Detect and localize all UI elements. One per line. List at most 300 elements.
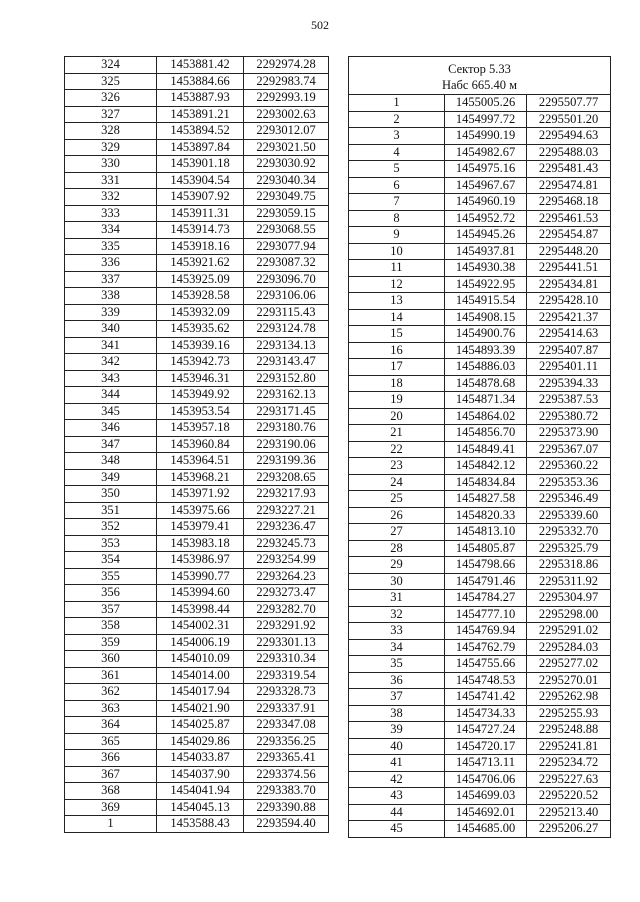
point-number-cell: 328 — [65, 123, 157, 140]
point-number-cell: 327 — [65, 106, 157, 123]
coord-y-cell: 2295284.03 — [527, 639, 611, 656]
coord-y-cell: 2295332.70 — [527, 524, 611, 541]
coord-y-cell: 2293143.47 — [244, 354, 329, 371]
table-row — [65, 469, 329, 486]
point-number-cell: 35 — [349, 656, 445, 673]
point-number-cell: 332 — [65, 189, 157, 206]
point-number-cell: 28 — [349, 540, 445, 557]
point-number-cell: 347 — [65, 436, 157, 453]
table-row — [349, 738, 611, 755]
sector-header-row — [349, 57, 611, 95]
coord-x-cell: 1454755.66 — [445, 656, 527, 673]
point-number-cell: 22 — [349, 441, 445, 458]
coord-x-cell: 1453901.18 — [157, 156, 244, 173]
coord-y-cell: 2293106.06 — [244, 288, 329, 305]
coord-y-cell: 2295213.40 — [527, 804, 611, 821]
coord-x-cell: 1453588.43 — [157, 816, 244, 833]
point-number-cell: 8 — [349, 210, 445, 227]
coord-y-cell: 2293152.80 — [244, 370, 329, 387]
coord-x-cell: 1453968.21 — [157, 469, 244, 486]
point-number-cell: 30 — [349, 573, 445, 590]
coord-y-cell: 2293162.13 — [244, 387, 329, 404]
table-row — [65, 205, 329, 222]
table-row — [65, 733, 329, 750]
point-number-cell: 367 — [65, 766, 157, 783]
coord-y-cell: 2295501.20 — [527, 111, 611, 128]
point-number-cell: 336 — [65, 255, 157, 272]
table-row — [349, 260, 611, 277]
table-row — [65, 799, 329, 816]
coord-y-cell: 2293291.92 — [244, 618, 329, 635]
point-number-cell: 330 — [65, 156, 157, 173]
coordinates-table-right-body — [349, 57, 611, 838]
point-number-cell: 364 — [65, 717, 157, 734]
point-number-cell: 368 — [65, 783, 157, 800]
coord-y-cell: 2295434.81 — [527, 276, 611, 293]
coord-y-cell: 2295255.93 — [527, 705, 611, 722]
coord-x-cell: 1454699.03 — [445, 788, 527, 805]
point-number-cell: 346 — [65, 420, 157, 437]
coord-x-cell: 1454842.12 — [445, 458, 527, 475]
table-row — [65, 717, 329, 734]
coord-x-cell: 1453935.62 — [157, 321, 244, 338]
table-row — [65, 90, 329, 107]
table-row — [65, 651, 329, 668]
table-row — [349, 689, 611, 706]
coord-y-cell: 2295234.72 — [527, 755, 611, 772]
table-row — [65, 585, 329, 602]
coord-x-cell: 1453949.92 — [157, 387, 244, 404]
coord-y-cell: 2295339.60 — [527, 507, 611, 524]
point-number-cell: 331 — [65, 172, 157, 189]
coord-y-cell: 2295360.22 — [527, 458, 611, 475]
point-number-cell: 40 — [349, 738, 445, 755]
point-number-cell: 18 — [349, 375, 445, 392]
coord-x-cell: 1454762.79 — [445, 639, 527, 656]
coord-y-cell: 2295454.87 — [527, 227, 611, 244]
point-number-cell: 349 — [65, 469, 157, 486]
coord-y-cell: 2293077.94 — [244, 238, 329, 255]
table-row — [349, 771, 611, 788]
point-number-cell: 325 — [65, 73, 157, 90]
coord-y-cell: 2293002.63 — [244, 106, 329, 123]
coord-y-cell: 2293217.93 — [244, 486, 329, 503]
table-row — [349, 194, 611, 211]
point-number-cell: 44 — [349, 804, 445, 821]
coord-x-cell: 1453884.66 — [157, 73, 244, 90]
table-row — [349, 573, 611, 590]
table-row — [349, 623, 611, 640]
point-number-cell: 343 — [65, 370, 157, 387]
coord-y-cell: 2295346.49 — [527, 491, 611, 508]
point-number-cell: 350 — [65, 486, 157, 503]
coord-y-cell: 2293021.50 — [244, 139, 329, 156]
table-row — [349, 705, 611, 722]
point-number-cell: 15 — [349, 326, 445, 343]
coord-x-cell: 1454706.06 — [445, 771, 527, 788]
point-number-cell: 39 — [349, 722, 445, 739]
coord-x-cell: 1454886.03 — [445, 359, 527, 376]
table-row — [349, 392, 611, 409]
coord-y-cell: 2295401.11 — [527, 359, 611, 376]
point-number-cell: 31 — [349, 590, 445, 607]
point-number-cell: 354 — [65, 552, 157, 569]
table-row — [349, 342, 611, 359]
coord-x-cell: 1453998.44 — [157, 601, 244, 618]
table-row — [65, 502, 329, 519]
point-number-cell: 33 — [349, 623, 445, 640]
coord-y-cell: 2293390.88 — [244, 799, 329, 816]
point-number-cell: 38 — [349, 705, 445, 722]
table-row — [349, 441, 611, 458]
coord-y-cell: 2293180.76 — [244, 420, 329, 437]
coord-x-cell: 1453957.18 — [157, 420, 244, 437]
point-number-cell: 19 — [349, 392, 445, 409]
coord-x-cell: 1453911.31 — [157, 205, 244, 222]
point-number-cell: 16 — [349, 342, 445, 359]
coord-x-cell: 1453918.16 — [157, 238, 244, 255]
point-number-cell: 12 — [349, 276, 445, 293]
coord-x-cell: 1454041.94 — [157, 783, 244, 800]
coord-x-cell: 1454856.70 — [445, 425, 527, 442]
table-row — [349, 276, 611, 293]
table-row — [65, 816, 329, 833]
point-number-cell: 10 — [349, 243, 445, 260]
table-row — [65, 568, 329, 585]
coord-x-cell: 1454900.76 — [445, 326, 527, 343]
coord-x-cell: 1453925.09 — [157, 271, 244, 288]
point-number-cell: 366 — [65, 750, 157, 767]
coord-y-cell: 2292983.74 — [244, 73, 329, 90]
coordinates-table-right — [348, 56, 611, 838]
table-row — [349, 144, 611, 161]
coord-x-cell: 1454769.94 — [445, 623, 527, 640]
point-number-cell: 339 — [65, 304, 157, 321]
point-number-cell: 17 — [349, 359, 445, 376]
point-number-cell: 369 — [65, 799, 157, 816]
coord-y-cell: 2293030.92 — [244, 156, 329, 173]
table-row — [65, 139, 329, 156]
point-number-cell: 42 — [349, 771, 445, 788]
coord-y-cell: 2295468.18 — [527, 194, 611, 211]
table-row — [65, 222, 329, 239]
coord-y-cell: 2293337.91 — [244, 700, 329, 717]
coord-y-cell: 2293254.99 — [244, 552, 329, 569]
coord-y-cell: 2293374.56 — [244, 766, 329, 783]
point-number-cell: 6 — [349, 177, 445, 194]
coord-x-cell: 1454734.33 — [445, 705, 527, 722]
point-number-cell: 356 — [65, 585, 157, 602]
point-number-cell: 329 — [65, 139, 157, 156]
coord-x-cell: 1454878.68 — [445, 375, 527, 392]
table-row — [349, 458, 611, 475]
coord-x-cell: 1453891.21 — [157, 106, 244, 123]
coord-x-cell: 1453990.77 — [157, 568, 244, 585]
coord-y-cell: 2293096.70 — [244, 271, 329, 288]
table-row — [65, 403, 329, 420]
coord-y-cell: 2295474.81 — [527, 177, 611, 194]
coord-x-cell: 1453939.16 — [157, 337, 244, 354]
point-number-cell: 344 — [65, 387, 157, 404]
coord-y-cell: 2293208.65 — [244, 469, 329, 486]
coord-x-cell: 1454692.01 — [445, 804, 527, 821]
point-number-cell: 5 — [349, 161, 445, 178]
table-row — [349, 639, 611, 656]
point-number-cell: 348 — [65, 453, 157, 470]
coord-x-cell: 1453975.66 — [157, 502, 244, 519]
table-row — [65, 766, 329, 783]
coord-x-cell: 1454864.02 — [445, 408, 527, 425]
table-row — [349, 210, 611, 227]
point-number-cell: 352 — [65, 519, 157, 536]
coord-y-cell: 2295220.52 — [527, 788, 611, 805]
coord-y-cell: 2293273.47 — [244, 585, 329, 602]
coord-y-cell: 2295227.63 — [527, 771, 611, 788]
table-row — [349, 177, 611, 194]
point-number-cell: 4 — [349, 144, 445, 161]
coord-x-cell: 1454982.67 — [445, 144, 527, 161]
table-row — [349, 111, 611, 128]
coord-y-cell: 2293115.43 — [244, 304, 329, 321]
coord-y-cell: 2293227.21 — [244, 502, 329, 519]
table-row — [349, 540, 611, 557]
coord-y-cell: 2293245.73 — [244, 535, 329, 552]
coord-x-cell: 1454017.94 — [157, 684, 244, 701]
coord-x-cell: 1453994.60 — [157, 585, 244, 602]
point-number-cell: 13 — [349, 293, 445, 310]
coord-y-cell: 2292993.19 — [244, 90, 329, 107]
coord-y-cell: 2295325.79 — [527, 540, 611, 557]
coord-x-cell: 1454975.16 — [445, 161, 527, 178]
coord-y-cell: 2293134.13 — [244, 337, 329, 354]
table-row — [349, 606, 611, 623]
table-row — [349, 326, 611, 343]
page-number: 502 — [311, 18, 329, 32]
coord-x-cell: 1454006.19 — [157, 634, 244, 651]
coord-x-cell: 1453921.62 — [157, 255, 244, 272]
coord-x-cell: 1454997.72 — [445, 111, 527, 128]
coord-y-cell: 2293319.54 — [244, 667, 329, 684]
point-number-cell: 29 — [349, 557, 445, 574]
table-row — [65, 684, 329, 701]
coord-y-cell: 2295441.51 — [527, 260, 611, 277]
table-row — [65, 667, 329, 684]
coord-y-cell: 2293264.23 — [244, 568, 329, 585]
point-number-cell: 326 — [65, 90, 157, 107]
point-number-cell: 357 — [65, 601, 157, 618]
table-row — [65, 156, 329, 173]
coord-y-cell: 2293594.40 — [244, 816, 329, 833]
point-number-cell: 345 — [65, 403, 157, 420]
coord-x-cell: 1454748.53 — [445, 672, 527, 689]
coord-x-cell: 1454685.00 — [445, 821, 527, 838]
point-number-cell: 362 — [65, 684, 157, 701]
coord-y-cell: 2295414.63 — [527, 326, 611, 343]
coord-x-cell: 1454952.72 — [445, 210, 527, 227]
table-row — [349, 161, 611, 178]
coord-x-cell: 1454827.58 — [445, 491, 527, 508]
coord-x-cell: 1454713.11 — [445, 755, 527, 772]
table-row — [349, 590, 611, 607]
coord-x-cell: 1454720.17 — [445, 738, 527, 755]
coord-x-cell: 1454010.09 — [157, 651, 244, 668]
table-row — [349, 788, 611, 805]
coord-y-cell: 2293124.78 — [244, 321, 329, 338]
coord-y-cell: 2295206.27 — [527, 821, 611, 838]
coord-y-cell: 2295421.37 — [527, 309, 611, 326]
point-number-cell: 36 — [349, 672, 445, 689]
coord-x-cell: 1454033.87 — [157, 750, 244, 767]
coord-x-cell: 1453881.42 — [157, 57, 244, 74]
coord-y-cell: 2295304.97 — [527, 590, 611, 607]
coord-y-cell: 2293087.32 — [244, 255, 329, 272]
coord-y-cell: 2295387.53 — [527, 392, 611, 409]
sector-header-cell — [349, 57, 611, 95]
coord-y-cell: 2293365.41 — [244, 750, 329, 767]
table-row — [65, 783, 329, 800]
table-row — [65, 337, 329, 354]
coord-x-cell: 1454791.46 — [445, 573, 527, 590]
point-number-cell: 365 — [65, 733, 157, 750]
table-row — [349, 425, 611, 442]
coord-x-cell: 1454002.31 — [157, 618, 244, 635]
coord-y-cell: 2295394.33 — [527, 375, 611, 392]
coord-x-cell: 1453960.84 — [157, 436, 244, 453]
coord-y-cell: 2295373.90 — [527, 425, 611, 442]
table-row — [65, 271, 329, 288]
coord-x-cell: 1455005.26 — [445, 95, 527, 112]
point-number-cell: 23 — [349, 458, 445, 475]
table-row — [65, 618, 329, 635]
coord-y-cell: 2293383.70 — [244, 783, 329, 800]
point-number-cell: 27 — [349, 524, 445, 541]
table-row — [349, 557, 611, 574]
table-row — [65, 255, 329, 272]
coord-y-cell: 2295481.43 — [527, 161, 611, 178]
coord-y-cell: 2295428.10 — [527, 293, 611, 310]
point-number-cell: 37 — [349, 689, 445, 706]
point-number-cell: 2 — [349, 111, 445, 128]
coord-x-cell: 1454945.26 — [445, 227, 527, 244]
point-number-cell: 351 — [65, 502, 157, 519]
point-number-cell: 7 — [349, 194, 445, 211]
point-number-cell: 34 — [349, 639, 445, 656]
table-row — [349, 672, 611, 689]
point-number-cell: 25 — [349, 491, 445, 508]
sector-title: Сектор 5.33 — [448, 61, 511, 76]
coord-y-cell: 2295262.98 — [527, 689, 611, 706]
coord-x-cell: 1454849.41 — [445, 441, 527, 458]
coord-x-cell: 1453946.31 — [157, 370, 244, 387]
coord-y-cell: 2293301.13 — [244, 634, 329, 651]
table-row — [65, 453, 329, 470]
point-number-cell: 337 — [65, 271, 157, 288]
coord-y-cell: 2293199.36 — [244, 453, 329, 470]
coord-x-cell: 1453986.97 — [157, 552, 244, 569]
point-number-cell: 1 — [65, 816, 157, 833]
coord-x-cell: 1454727.24 — [445, 722, 527, 739]
table-row — [65, 601, 329, 618]
table-row — [65, 304, 329, 321]
point-number-cell: 341 — [65, 337, 157, 354]
coord-x-cell: 1454871.34 — [445, 392, 527, 409]
point-number-cell: 353 — [65, 535, 157, 552]
point-number-cell: 21 — [349, 425, 445, 442]
coord-y-cell: 2295507.77 — [527, 95, 611, 112]
coord-x-cell: 1454893.39 — [445, 342, 527, 359]
coord-x-cell: 1453907.92 — [157, 189, 244, 206]
coord-x-cell: 1454021.90 — [157, 700, 244, 717]
table-row — [65, 486, 329, 503]
table-row — [65, 106, 329, 123]
table-row — [349, 408, 611, 425]
coord-x-cell: 1454777.10 — [445, 606, 527, 623]
coord-x-cell: 1454908.15 — [445, 309, 527, 326]
coord-x-cell: 1453887.93 — [157, 90, 244, 107]
coordinates-table-left-body — [65, 57, 329, 833]
coord-x-cell: 1453964.51 — [157, 453, 244, 470]
coord-x-cell: 1453897.84 — [157, 139, 244, 156]
table-row — [349, 359, 611, 376]
table-row — [349, 474, 611, 491]
table-row — [65, 73, 329, 90]
table-row — [349, 243, 611, 260]
table-row — [65, 436, 329, 453]
coord-x-cell: 1454967.67 — [445, 177, 527, 194]
point-number-cell: 24 — [349, 474, 445, 491]
coord-x-cell: 1454025.87 — [157, 717, 244, 734]
coord-x-cell: 1454037.90 — [157, 766, 244, 783]
point-number-cell: 334 — [65, 222, 157, 239]
table-row — [349, 309, 611, 326]
table-row — [65, 189, 329, 206]
coord-y-cell: 2293347.08 — [244, 717, 329, 734]
table-row — [65, 288, 329, 305]
table-row — [349, 227, 611, 244]
coord-x-cell: 1454834.84 — [445, 474, 527, 491]
table-row — [65, 519, 329, 536]
table-row — [349, 656, 611, 673]
table-row — [65, 535, 329, 552]
coord-y-cell: 2295311.92 — [527, 573, 611, 590]
coord-x-cell: 1453894.52 — [157, 123, 244, 140]
coord-x-cell: 1453932.09 — [157, 304, 244, 321]
coord-x-cell: 1454805.87 — [445, 540, 527, 557]
coord-y-cell: 2295367.07 — [527, 441, 611, 458]
coord-y-cell: 2295298.00 — [527, 606, 611, 623]
point-number-cell: 11 — [349, 260, 445, 277]
coord-y-cell: 2295380.72 — [527, 408, 611, 425]
coord-x-cell: 1454930.38 — [445, 260, 527, 277]
point-number-cell: 20 — [349, 408, 445, 425]
point-number-cell: 338 — [65, 288, 157, 305]
point-number-cell: 361 — [65, 667, 157, 684]
coord-x-cell: 1453983.18 — [157, 535, 244, 552]
point-number-cell: 41 — [349, 755, 445, 772]
coord-x-cell: 1454922.95 — [445, 276, 527, 293]
coord-x-cell: 1454990.19 — [445, 128, 527, 145]
coord-y-cell: 2293040.34 — [244, 172, 329, 189]
table-row — [349, 507, 611, 524]
coord-x-cell: 1454915.54 — [445, 293, 527, 310]
table-row — [65, 420, 329, 437]
point-number-cell: 45 — [349, 821, 445, 838]
table-row — [349, 95, 611, 112]
table-row — [349, 491, 611, 508]
coord-x-cell: 1454029.86 — [157, 733, 244, 750]
table-row — [349, 375, 611, 392]
table-row — [65, 238, 329, 255]
